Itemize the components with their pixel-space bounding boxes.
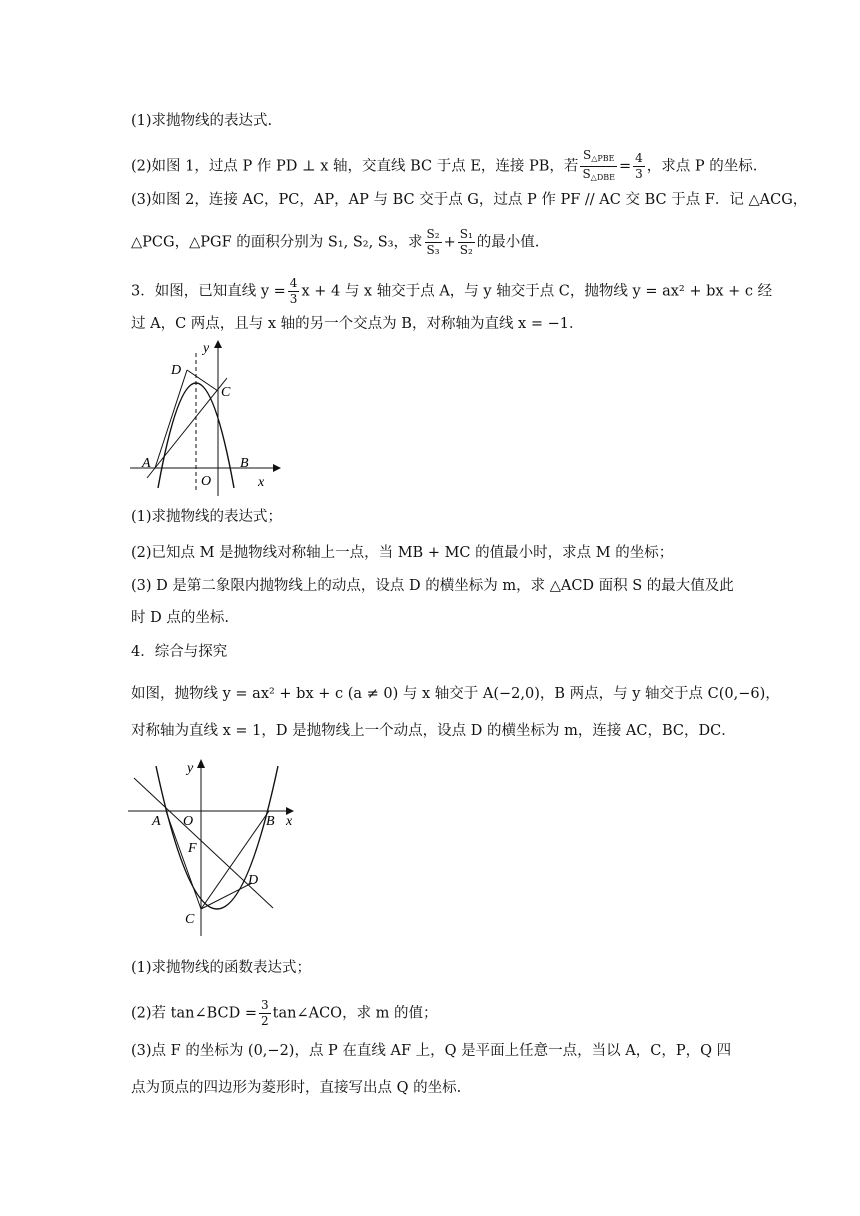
frac-den: 3 bbox=[289, 292, 298, 306]
frac-den: 3 bbox=[635, 167, 643, 181]
p4-figure bbox=[128, 756, 308, 941]
p3-line1 bbox=[131, 276, 772, 307]
p3-q3-line2: 时 D 点的坐标. bbox=[131, 610, 229, 626]
p2-q3-pre: △PCG，△PGF 的面积分别为 S₁, S₂, S₃，求 bbox=[131, 234, 423, 251]
p3-q2: (2)已知点 M 是抛物线对称轴上一点，当 MB + MC 的值最小时，求点 M 的坐标； bbox=[131, 545, 674, 561]
p4-q3-line1: (3)点 F 的坐标为 (0,−2)，点 P 在直线 AF 上，Q 是平面上任意一点，当以 A，C，P，Q 四 bbox=[131, 1043, 732, 1059]
p3-line2: 过 A，C 两点，且与 x 轴的另一个交点为 B，对称轴为直线 x = −1． bbox=[131, 316, 584, 332]
p4-parabola bbox=[156, 766, 278, 909]
frac-num: 4 bbox=[289, 276, 298, 290]
p4-label-y: y bbox=[187, 761, 194, 776]
frac-den: S₃ bbox=[426, 243, 440, 257]
p4-q1: (1)求抛物线的函数表达式； bbox=[131, 960, 312, 976]
p4-y-arrow bbox=[197, 759, 205, 768]
three-halves-fraction bbox=[259, 998, 271, 1029]
p3-label-a: A bbox=[142, 456, 151, 471]
p2-q3-post: 的最小值. bbox=[476, 234, 540, 251]
p2-q2 bbox=[131, 148, 757, 185]
frac-den: 2 bbox=[261, 1014, 269, 1028]
p3-label-y: y bbox=[203, 341, 210, 356]
p3-segment-da bbox=[155, 370, 187, 468]
p4-label-a: A bbox=[152, 814, 161, 829]
p4-label-d: D bbox=[248, 873, 259, 888]
p2-q2-pre: (2)如图 1，过点 P 作 PD ⊥ x 轴，交直线 BC 于点 E，连接 PB，若 bbox=[131, 158, 579, 175]
p4-q3-line2: 点为顶点的四边形为菱形时，直接写出点 Q 的坐标. bbox=[131, 1080, 462, 1096]
p4-label-o: O bbox=[183, 814, 194, 829]
p3-label-d: D bbox=[171, 363, 182, 378]
s1-over-s2-fraction bbox=[458, 227, 475, 258]
p3-y-arrow bbox=[214, 340, 222, 348]
p4-q2-pre: (2)若 tan∠BCD = bbox=[131, 1005, 258, 1022]
p3-label-x: x bbox=[258, 475, 265, 490]
slope-fraction bbox=[288, 276, 300, 307]
p3-q1: (1)求抛物线的表达式； bbox=[131, 509, 283, 525]
p2-q1: (1)求抛物线的表达式. bbox=[131, 113, 273, 129]
p3-line-ac bbox=[147, 378, 227, 478]
p2-q2-post: ，求点 P 的坐标. bbox=[646, 158, 758, 175]
frac-num: S bbox=[582, 148, 592, 162]
p4-q2-post: tan∠ACO，求 m 的值； bbox=[272, 1005, 438, 1022]
p3-segment-dc bbox=[187, 370, 218, 391]
p2-q3-line1: (3)如图 2，连接 AC，PC，AP，AP 与 BC 交于点 G，过点 P 作 PF // AC 交 BC 于点 F．记 △ACG， bbox=[131, 192, 808, 208]
p3-label-c: C bbox=[221, 385, 231, 400]
p3-figure bbox=[125, 338, 285, 498]
s2-over-s3-fraction bbox=[425, 227, 442, 258]
p4-q2 bbox=[131, 998, 438, 1029]
frac-num: S₂ bbox=[426, 227, 440, 241]
ratio-value-fraction bbox=[633, 151, 645, 182]
p3-label-o: O bbox=[201, 474, 212, 489]
p3-line1-pre: 3．如图，已知直线 y = bbox=[131, 283, 286, 300]
frac-den-sub: △DBE bbox=[590, 173, 615, 182]
frac-num: 3 bbox=[261, 998, 269, 1012]
frac-den: S₂ bbox=[459, 243, 473, 257]
p4-line1: 如图，抛物线 y = ax² + bx + c (a ≠ 0) 与 x 轴交于 A(−2,0)，B 两点，与 y 轴交于点 C(0,−6)， bbox=[131, 686, 780, 702]
p3-q3-line1: (3) D 是第二象限内抛物线上的动点，设点 D 的横坐标为 m，求 △ACD 面积 S 的最大值及此 bbox=[131, 578, 734, 594]
equals-sign: = bbox=[618, 158, 632, 175]
p4-label-c: C bbox=[185, 912, 195, 927]
frac-num-sub: △PBE bbox=[591, 154, 615, 163]
frac-den: S bbox=[582, 167, 591, 181]
p3-line1-post: x + 4 与 x 轴交于点 A，与 y 轴交于点 C，抛物线 y = ax² + bx + c 经 bbox=[301, 283, 773, 300]
p2-q3-line2 bbox=[131, 227, 539, 258]
frac-num: S₁ bbox=[459, 227, 473, 241]
p4-label-f: F bbox=[188, 841, 197, 856]
area-ratio-fraction bbox=[580, 148, 617, 185]
p4-line-af bbox=[134, 778, 273, 908]
p4-label-x: x bbox=[286, 814, 293, 829]
p3-x-arrow bbox=[273, 464, 281, 472]
p4-title: 4．综合与探究 bbox=[131, 644, 228, 660]
p3-label-b: B bbox=[240, 456, 249, 471]
frac-num: 4 bbox=[635, 151, 643, 165]
p4-line2: 对称轴为直线 x = 1，D 是抛物线上一个动点，设点 D 的横坐标为 m，连接 AC，BC，DC． bbox=[131, 723, 736, 739]
plus-sign: + bbox=[443, 234, 456, 251]
p4-label-b: B bbox=[266, 814, 275, 829]
